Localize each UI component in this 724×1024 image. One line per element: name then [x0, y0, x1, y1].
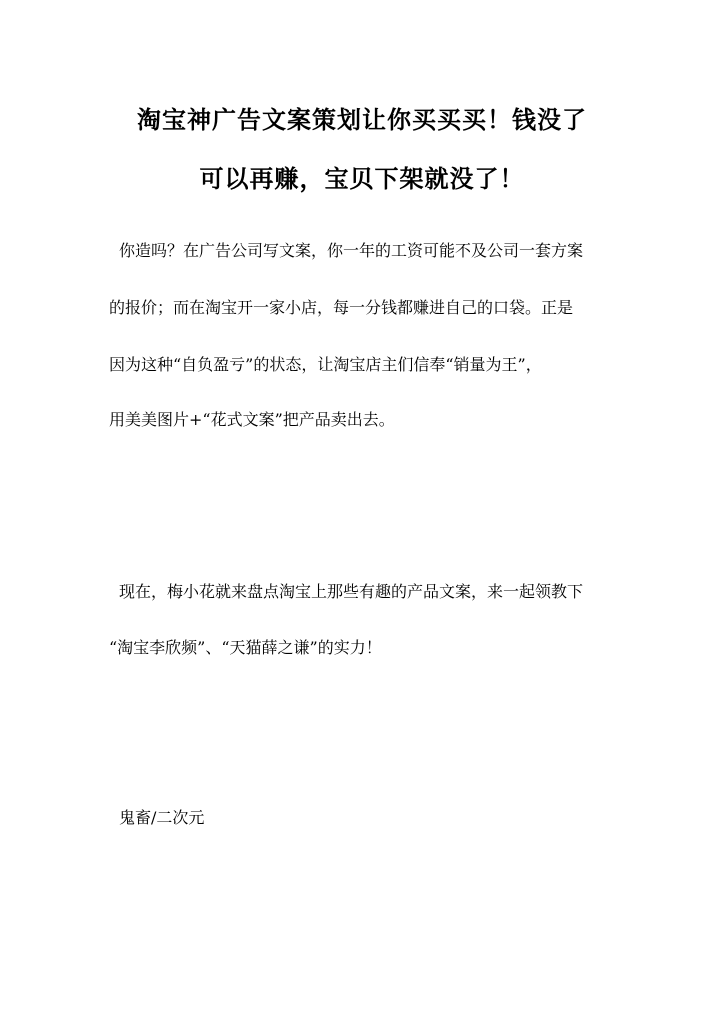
title-line-2: 可以再赚，宝贝下架就没了！	[199, 165, 525, 193]
section-heading: 鬼畜/二次元	[119, 808, 205, 827]
paragraph1-line-1: 你造吗？在广告公司写文案，你一年的工资可能不及公司一套方案	[119, 241, 584, 260]
paragraph1-line-4: 用美美图片+“花式文案”把产品卖出去。	[109, 410, 395, 429]
title-line-1: 淘宝神广告文案策划让你买买买！钱没了	[137, 106, 587, 134]
paragraph2-line-1: 现在，梅小花就来盘点淘宝上那些有趣的产品文案，来一起领教下	[119, 582, 584, 601]
paragraph1-line-3: 因为这种“自负盈亏”的状态，让淘宝店主们信奉“销量为王”，	[109, 355, 542, 374]
paragraph1-line-2: 的报价；而在淘宝开一家小店，每一分钱都赚进自己的口袋。正是	[109, 298, 574, 317]
paragraph2-line-2: “淘宝李欣频”、“天猫薛之谦”的实力！	[109, 638, 382, 657]
